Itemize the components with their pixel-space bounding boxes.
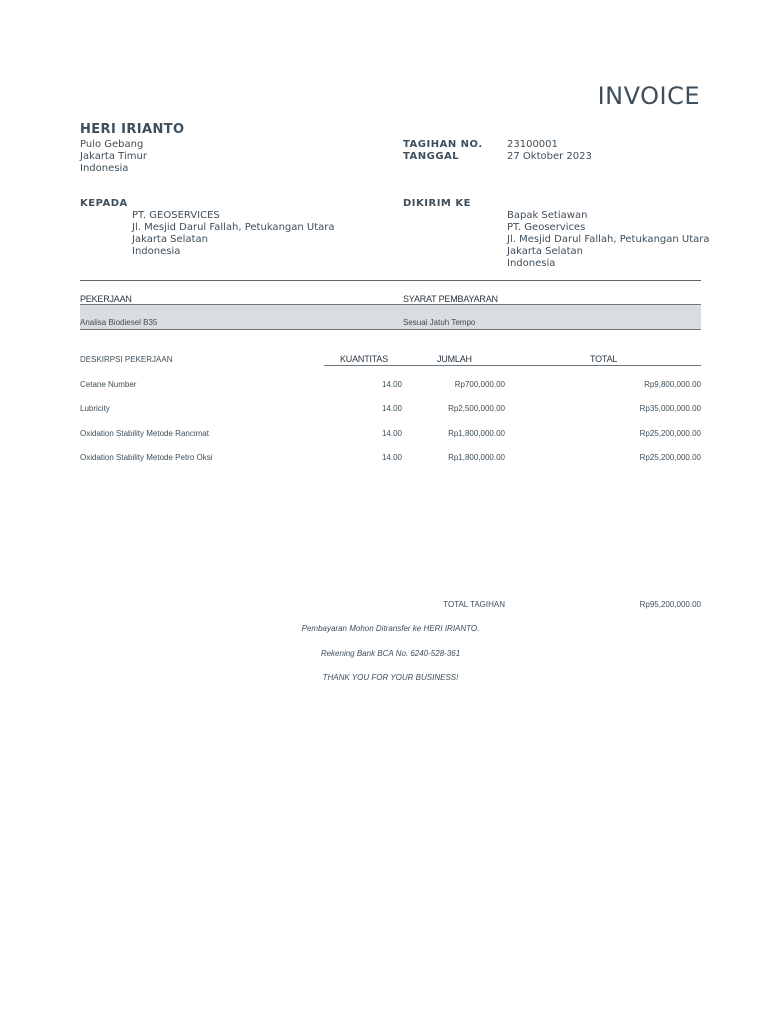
row-amount: Rp1,800,000.00 bbox=[448, 429, 505, 438]
row-quantity: 14.00 bbox=[381, 429, 402, 438]
bill-no-label: TAGIHAN NO. bbox=[403, 139, 483, 150]
row-quantity: 14.00 bbox=[381, 453, 402, 462]
total-value: Rp95,200,000.00 bbox=[639, 600, 701, 609]
bill-to-label: KEPADA bbox=[80, 198, 128, 209]
total-label: TOTAL TAGIHAN bbox=[443, 600, 505, 609]
bill-to-address bbox=[132, 210, 335, 258]
row-description: Oxidation Stability Metode Petro Oksi bbox=[80, 453, 213, 462]
invoice-title: INVOICE bbox=[597, 82, 700, 110]
ship-to-line: Jakarta Selatan bbox=[507, 246, 583, 257]
bill-to-line: PT. GEOSERVICES bbox=[132, 210, 220, 221]
terms-value: Sesuai Jatuh Tempo bbox=[403, 318, 476, 327]
job-label: PEKERJAAN bbox=[80, 294, 132, 304]
col-description-header: DESKIRPSI PEKERJAAN bbox=[80, 355, 173, 364]
row-description: Oxidation Stability Metode Rancimat bbox=[80, 429, 209, 438]
row-description: Lubricity bbox=[80, 404, 110, 413]
seller-address bbox=[80, 139, 147, 175]
job-value: Analisa Biodiesel B35 bbox=[80, 318, 158, 327]
col-amount-header: JUMLAH bbox=[437, 354, 472, 364]
ship-to-line: Bapak Setiawan bbox=[507, 210, 588, 221]
thanks-note: THANK YOU FOR YOUR BUSINESS! bbox=[322, 673, 459, 682]
row-total: Rp25,200,000.00 bbox=[639, 429, 701, 438]
ship-to-line: Indonesia bbox=[507, 258, 556, 269]
row-total: Rp35,000,000.00 bbox=[639, 404, 701, 413]
ship-to-line: Jl. Mesjid Darul Fallah, Petukangan Utara bbox=[507, 234, 710, 245]
row-quantity: 14.00 bbox=[381, 404, 402, 413]
seller-name: HERI IRIANTO bbox=[80, 122, 185, 137]
row-amount: Rp2,500,000.00 bbox=[448, 404, 505, 413]
date-value: 27 Oktober 2023 bbox=[507, 151, 592, 162]
col-total-header: TOTAL bbox=[590, 354, 618, 364]
row-total: Rp9,800,000.00 bbox=[644, 380, 701, 389]
row-quantity: 14.00 bbox=[381, 380, 402, 389]
seller-address-line: Jakarta Timur bbox=[80, 151, 147, 162]
bill-to-line: Indonesia bbox=[132, 246, 181, 257]
job-row-band bbox=[80, 305, 701, 329]
col-quantity-header: KUANTITAS bbox=[340, 354, 389, 364]
row-description: Cetane Number bbox=[80, 380, 137, 389]
payment-note: Pembayaran Mohon Ditransfer ke HERI IRIANTO. bbox=[301, 624, 480, 633]
terms-label: SYARAT PEMBAYARAN bbox=[403, 294, 498, 304]
table-header-divider bbox=[324, 365, 701, 366]
bill-to-line: Jl. Mesjid Darul Fallah, Petukangan Utara bbox=[132, 222, 335, 233]
bill-to-line: Jakarta Selatan bbox=[132, 234, 208, 245]
ship-to-line: PT. Geoservices bbox=[507, 222, 586, 233]
row-total: Rp25,200,000.00 bbox=[639, 453, 701, 462]
bank-note: Rekening Bank BCA No. 6240-528-361 bbox=[320, 649, 461, 658]
ship-to-address bbox=[507, 210, 710, 270]
date-label: TANGGAL bbox=[403, 151, 460, 162]
seller-address-line: Indonesia bbox=[80, 163, 129, 174]
ship-to-label: DIKIRIM KE bbox=[403, 198, 471, 209]
row-amount: Rp700,000.00 bbox=[454, 380, 505, 389]
row-amount: Rp1,800,000.00 bbox=[448, 453, 505, 462]
header-divider bbox=[80, 280, 701, 281]
job-row-divider bbox=[80, 329, 701, 330]
seller-address-line: Pulo Gebang bbox=[80, 139, 144, 150]
bill-no-value: 23100001 bbox=[507, 139, 558, 150]
